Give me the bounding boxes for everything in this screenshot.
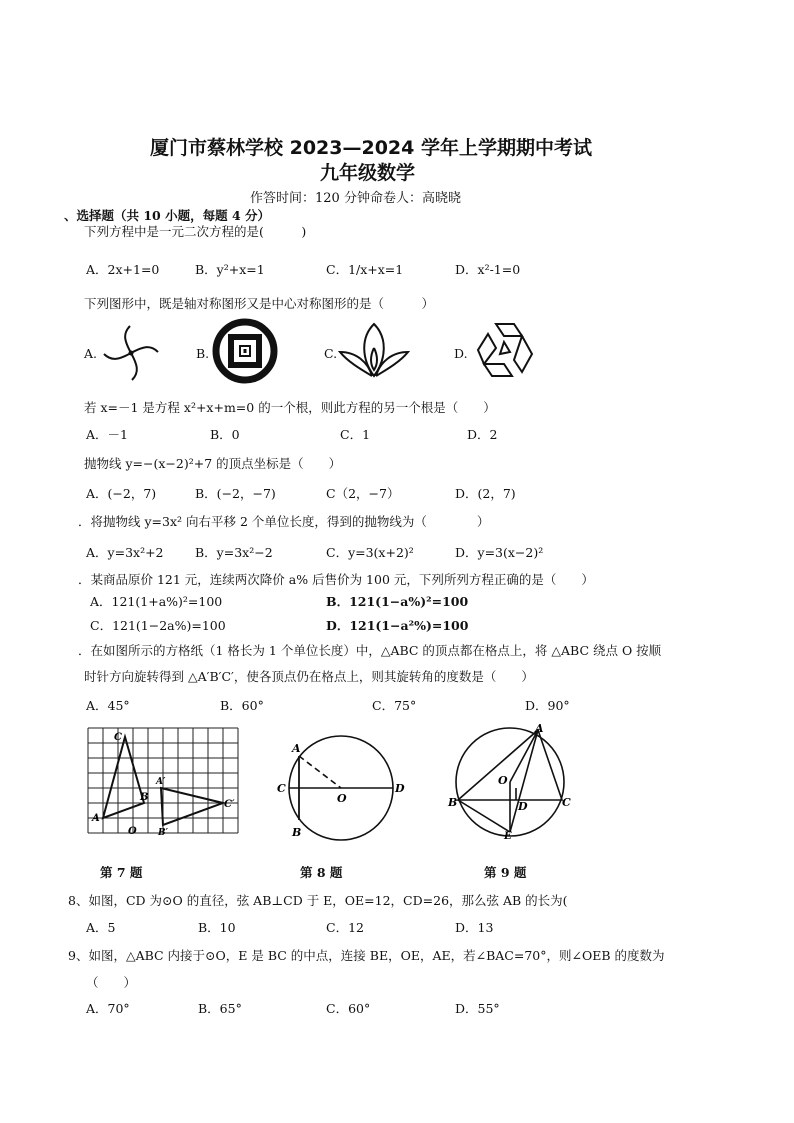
q3-stem: 若 x=－1 是方程 x²+x+m=0 的一个根，则此方程的另一个根是（ ） [84,400,496,415]
q7-stem-line1: ．在如图所示的方格纸（1 格长为 1 个单位长度）中，△ABC 的顶点都在格点上，将 △ABC 绕点 O 按顺 [78,643,662,658]
q8-option-b: B．10 [198,920,236,935]
q2-option-b: B. [196,346,210,361]
q1-option-b: B．y²+x=1 [195,262,265,277]
q9-answer-paren: （ ） [86,975,137,990]
q7-option-c: C．75° [372,698,417,713]
q5-option-b: B．y=3x²−2 [195,545,273,560]
q6-stem: ．某商品原价 121 元，连续两次降价 a% 后售价为 100 元，下列所列方程正确的是（ ） [78,572,594,587]
figure-7-grid [84,722,244,844]
fig9-label-c: C [562,796,571,809]
fig8-label-a: A [292,742,301,755]
q7-stem-line2: 时针方向旋转得到 △A′B′C′，使各顶点仍在格点上，则其旋转角的度数是（ ） [84,669,534,684]
q2-option-a: A. [84,346,98,361]
q4-option-c: C（2，−7） [326,486,400,501]
q4-option-a: A．(−2，7) [86,486,157,501]
lotus-icon [338,318,410,384]
fig7-label-c-prime: C′ [224,799,235,810]
q5-option-c: C．y=3(x+2)² [326,545,414,560]
exam-meta: 作答时间：120 分钟命卷人：高晓晓 [250,191,461,206]
q9-stem: 9、如图，△ABC 内接于⊙O，E 是 BC 的中点，连接 BE，OE，AE，若∠BAC=70°，则∠OEB 的度数为 [68,948,665,963]
fig8-label-c: C [277,782,286,795]
q4-option-d: D．(2，7) [455,486,516,501]
fig7-label-a-prime: A′ [156,777,166,787]
fig7-label-b-prime: B′ [158,828,168,838]
q6-option-c: C．121(1−2a%)=100 [90,618,226,633]
q8-option-c: C．12 [326,920,364,935]
q8-option-d: D．13 [455,920,494,935]
q2-stem: 下列图形中，既是轴对称图形又是中心对称图形的是（ ） [84,296,435,311]
figure-9-caption: 第 9 题 [484,865,527,880]
ancient-coin-icon [212,318,278,384]
pinwheel-icon [100,322,162,384]
fig8-label-o: O [337,792,347,805]
fig9-label-e: E [504,831,512,840]
figure-8-caption: 第 8 题 [300,865,343,880]
q5-option-a: A．y=3x²+2 [86,545,164,560]
fig7-label-c: C [114,732,122,743]
q6-option-d: D．121(1−a²%)=100 [326,618,469,633]
fig8-label-d: D [395,782,405,795]
recycling-triangle-icon [474,320,540,380]
q1-option-c: C．1/x+x=1 [326,262,404,277]
q1-option-d: D．x²-1=0 [455,262,521,277]
q9-option-b: B．65° [198,1001,242,1016]
q7-option-a: A．45° [86,698,130,713]
q2-option-c: C. [324,346,338,361]
q6-option-a: A．121(1+a%)²=100 [90,594,223,609]
q9-option-a: A．70° [86,1001,130,1016]
figure-8-circle [275,728,410,846]
fig9-label-b: B [448,796,458,809]
fig7-label-o: O [128,826,137,837]
q3-option-a: A．－1 [86,427,128,442]
figure-7-caption: 第 7 题 [100,865,143,880]
q4-stem: 抛物线 y=−(x−2)²+7 的顶点坐标是（ ） [84,456,342,471]
fig8-label-b: B [292,826,302,839]
q5-option-d: D．y=3(x−2)² [455,545,544,560]
q3-option-d: D．2 [467,427,498,442]
q8-stem: 8、如图，CD 为⊙O 的直径，弦 AB⊥CD 于 E，OE=12，CD=26，那么弦 AB 的长为( [68,893,568,908]
page-title: 厦门市蔡林学校 2023—2024 学年上学期期中考试 [150,137,592,159]
fig9-label-o: O [498,774,508,787]
fig7-label-a: A [92,813,100,824]
q8-option-a: A．5 [86,920,116,935]
q2-option-d: D. [454,346,468,361]
subject-title: 九年级数学 [320,162,416,184]
q5-stem: ．将抛物线 y=3x² 向右平移 2 个单位长度，得到的抛物线为（ ） [78,514,490,529]
q6-option-b: B．121(1−a%)²=100 [326,594,469,609]
q1-option-a: A．2x+1=0 [86,262,160,277]
section-heading: 、选择题（共 10 小题，每题 4 分） [64,208,271,223]
q9-option-d: D．55° [455,1001,500,1016]
fig9-label-a: A [535,722,544,735]
q3-option-c: C．1 [340,427,371,442]
fig7-label-b: B [140,792,149,803]
q7-option-d: D．90° [525,698,570,713]
q3-option-b: B．0 [210,427,240,442]
q4-option-b: B．(−2，−7) [195,486,276,501]
q1-stem: 下列方程中是一元二次方程的是( ) [84,224,307,239]
fig9-label-d: D [518,800,528,813]
figure-9-circle [446,722,576,840]
q7-option-b: B．60° [220,698,264,713]
q9-option-c: C．60° [326,1001,371,1016]
